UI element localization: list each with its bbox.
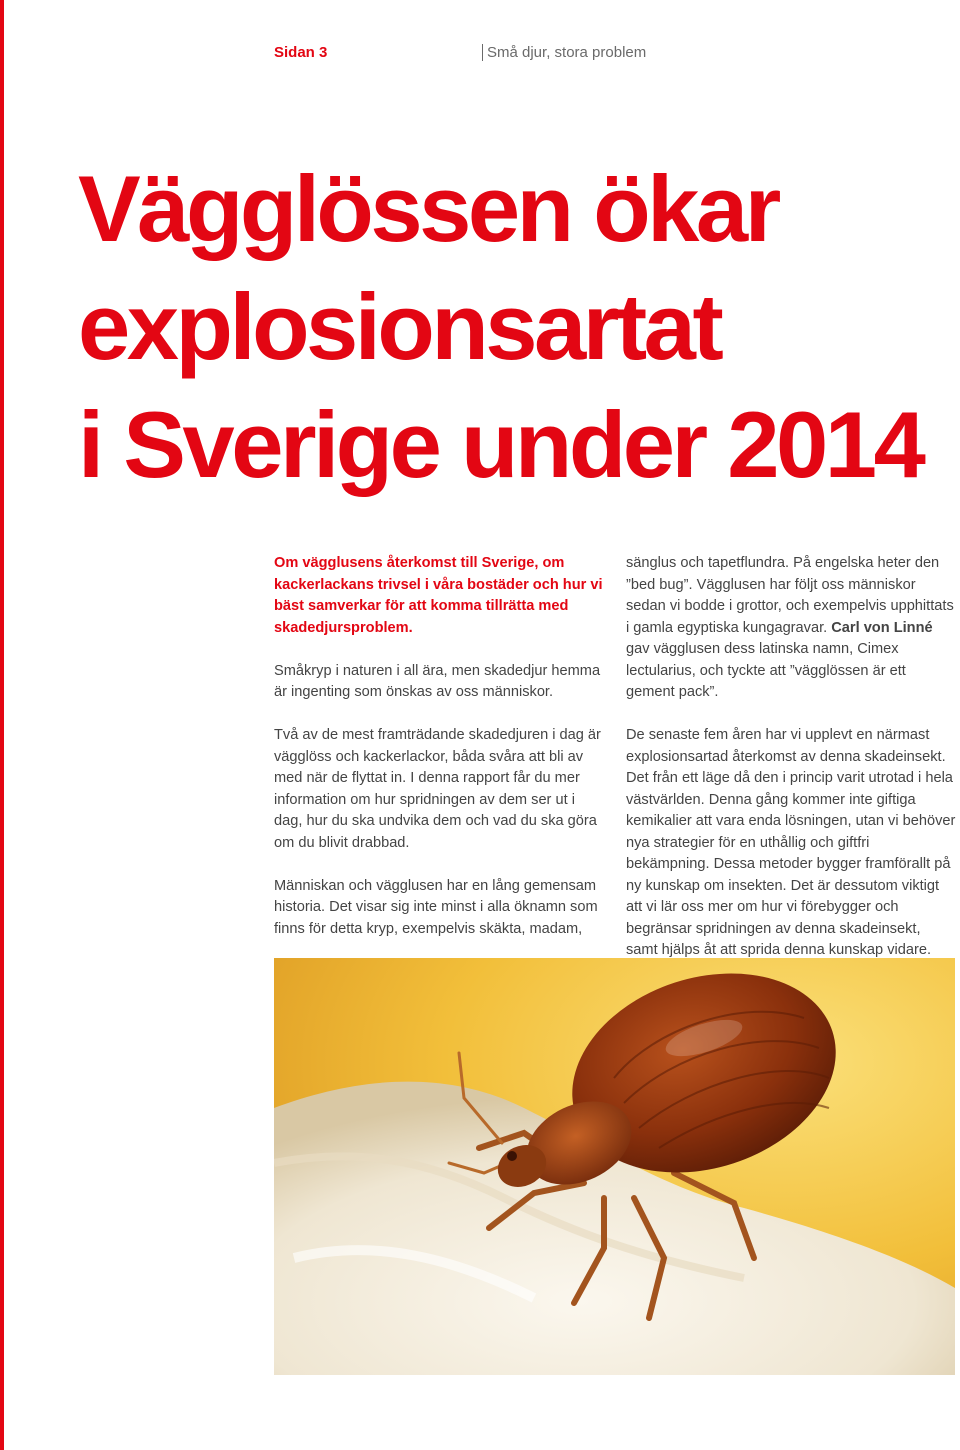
- paragraph-text: gav vägglusen dess latinska namn, Cimex lectularius, och tyckte att ”vägglössen är ett gement pack”.: [626, 641, 906, 700]
- bedbug-photo: [274, 958, 955, 1375]
- article-paragraph: Två av de mest framträdande skadedjuren i dag är vägglöss och kackerlackor, båda svåra att bli av med när de flyttat in. I denna rapport får du mer information om hur spridningen av dem ser ut i dag, hur du ska undvika dem och vad du ska göra om du blivit drabbad.: [274, 727, 601, 851]
- article-lead: Om vägglusens återkomst till Sverige, om kackerlackans trivsel i våra bostäder och hur vi bäst samverkar för att komma tillrätta med skadedjursproblem.: [274, 555, 603, 636]
- headline: [78, 150, 958, 504]
- article-paragraph: Människan och vägglusen har en lång gemensam historia. Det visar sig inte minst i alla öknamn som finns för detta kryp, exempelvis skäkta, madam,: [274, 877, 598, 937]
- article-paragraph: Småkryp i naturen i all ära, men skadedjur hemma är ingenting som önskas av oss människor.: [274, 662, 601, 700]
- headline-line-3: i Sverige under 2014: [78, 392, 923, 497]
- article-column-left: [274, 553, 604, 962]
- article-paragraph: De senaste fem åren har vi upplevt en närmast explosionsartad återkomst av denna skadeinsekt. Det från ett läge då den i princip varit utrotad i hela västvärlden. Denna gång kommer inte giftiga kemikalier att vara enda lösningen, utan vi behöver nya strategier för en uthållig och giftfri bekämpning. Dessa metoder bygger framförallt på ny kunskap om insekten. Det är dessutom viktigt att vi lär oss mer om hur vi förebygger och begränsar spridningen av denna skadeinsekt, samt hjälps åt att sprida denna kunskap vidare.: [626, 727, 956, 958]
- article-column-right: [626, 553, 956, 983]
- headline-line-1: Vägglössen ökar: [78, 156, 778, 261]
- section-title: Små djur, stora problem: [482, 44, 646, 61]
- headline-line-2: explosionsartat: [78, 274, 721, 379]
- page-number: Sidan 3: [274, 44, 328, 61]
- page-edge-rule: [0, 0, 4, 1450]
- article-paragraph: [626, 553, 956, 704]
- paragraph-text: sänglus och tapetflundra. På engelska heter den ”bed bug”. Vägglusen har följt oss människor sedan vi bodde i grottor, och exempelvis upphittats i gamla egyptiska kungagravar.: [626, 555, 954, 636]
- person-name: Carl von Linné: [831, 619, 933, 636]
